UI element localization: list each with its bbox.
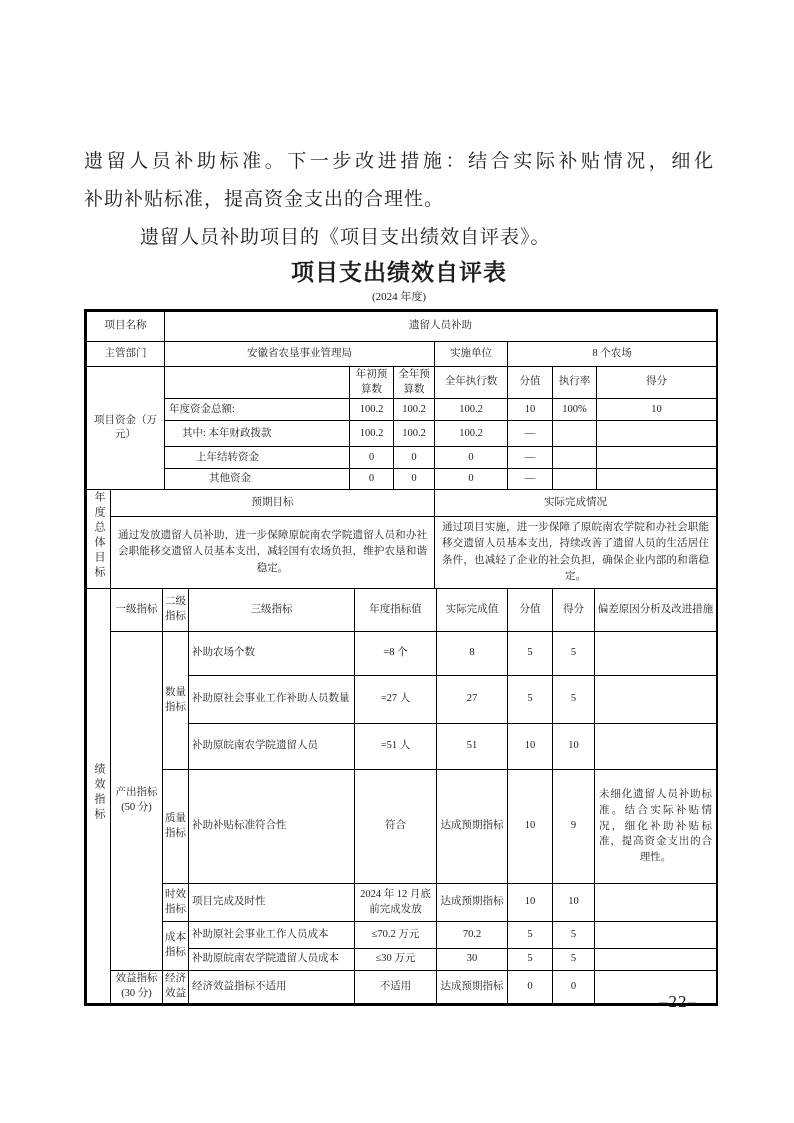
level1-benefit-label: 效益指标(30 分) [111,971,163,1004]
budget-fiscal-begin: 100.2 [350,421,394,447]
indicator-quality-deviation: 未细化遗留人员补助标准。结合实际补贴情况，细化补助补贴标准，提高资金支出的合理性。 [595,770,717,884]
body-paragraph-line-2: 补助补贴标准，提高资金支出的合理性。 [84,189,445,210]
budget-other-label: 其他资金 [165,469,350,490]
header-actual-value: 实际完成值 [437,589,508,632]
indicator-cost-college-name: 补助原皖南农学院遗留人员成本 [189,949,355,971]
budget-carryover-score [597,447,717,469]
header-deviation: 偏差原因分析及改进措施 [595,589,717,632]
indicator-cost-college-score: 5 [553,949,595,971]
table-year-subtitle: (2024 年度) [371,291,427,303]
budget-total-score: 10 [597,399,717,421]
level2-quality-label: 质量指标 [163,770,189,884]
indicator-cost-social-deviation [595,922,717,949]
budget-fiscal-rate [553,421,597,447]
indicator-college-staff-deviation [595,724,717,770]
indicator-quality-score: 9 [553,770,595,884]
header-level2: 二级指标 [163,589,189,632]
budget-row-total [87,399,717,421]
budget-other-rate [553,469,597,490]
implement-unit-label: 实施单位 [435,342,508,367]
project-name-value: 遗留人员补助 [165,312,717,342]
budget-other-points: — [508,469,553,490]
indicator-economic-points: 0 [508,971,553,1004]
indicator-timeliness-score: 10 [553,884,595,922]
indicator-timeliness-name: 项目完成及时性 [189,884,355,922]
budget-total-points: 10 [508,399,553,421]
indicator-quality-actual: 达成预期指标 [437,770,508,884]
actual-completion-header: 实际完成情况 [435,490,717,517]
indicator-economic-name: 经济效益指标不适用 [189,971,355,1004]
table-title: 项目支出绩效自评表 [291,259,507,285]
self-evaluation-table [84,309,718,1006]
project-name-label: 项目名称 [87,312,165,342]
project-funds-label: 项目资金（万元） [87,367,165,490]
indicator-farms-name: 补助农场个数 [189,632,355,676]
budget-carryover-exec: 0 [435,447,508,469]
budget-carryover-label: 上年结转资金 [165,447,350,469]
indicator-row-timeliness [87,884,717,922]
indicator-cost-college-target: ≤30 万元 [355,949,437,971]
level2-cost-label: 成本指标 [163,922,189,971]
indicator-economic-score: 0 [553,971,595,1004]
budget-other-begin: 0 [350,469,394,490]
budget-carryover-full: 0 [394,447,435,469]
indicator-cost-social-target: ≤70.2 万元 [355,922,437,949]
department-value: 安徽省农垦事业管理局 [165,342,435,367]
indicator-cost-college-points: 5 [508,949,553,971]
budget-total-full: 100.2 [394,399,435,421]
indicator-timeliness-deviation [595,884,717,922]
header-target-value: 年度指标值 [355,589,437,632]
budget-header-empty [165,367,350,399]
department-label: 主管部门 [87,342,165,367]
budget-fiscal-points: — [508,421,553,447]
performance-side-label [87,589,111,1004]
budget-header-score: 得分 [597,367,717,399]
indicator-row-farms [87,632,717,676]
level2-quantity-label: 数量指标 [163,632,189,770]
budget-fiscal-score [597,421,717,447]
indicator-economic-target: 不适用 [355,971,437,1004]
indicator-social-staff-actual: 27 [437,676,508,724]
budget-other-exec: 0 [435,469,508,490]
implement-unit-value: 8 个农场 [508,342,717,367]
indicator-cost-social-name: 补助原社会事业工作人员成本 [189,922,355,949]
indicator-social-staff-points: 5 [508,676,553,724]
budget-total-begin: 100.2 [350,399,394,421]
budget-fiscal-full: 100.2 [394,421,435,447]
budget-carryover-begin: 0 [350,447,394,469]
indicator-timeliness-target: 2024 年 12 月底前完成发放 [355,884,437,922]
level2-economic-label: 经济效益 [163,971,189,1004]
budget-fiscal-exec: 100.2 [435,421,508,447]
header-level3: 三级指标 [189,589,355,632]
indicator-timeliness-actual: 达成预期指标 [437,884,508,922]
budget-carryover-points: — [508,447,553,469]
body-paragraph-line-1: 遗留人员补助标准。下一步改进措施：结合实际补贴情况，细化 [84,151,714,172]
department-row [87,342,717,367]
budget-carryover-rate [553,447,597,469]
budget-other-full: 0 [394,469,435,490]
page-number: –22– [659,992,697,1011]
indicator-college-staff-name: 补助原皖南农学院遗留人员 [189,724,355,770]
indicator-cost-college-actual: 30 [437,949,508,971]
budget-other-score [597,469,717,490]
indicator-row-cost-social [87,922,717,949]
annual-goals-side-label-text: 年度总体目标 [93,491,105,582]
level1-output-label: 产出指标(50 分) [111,632,163,971]
indicator-college-staff-points: 10 [508,724,553,770]
indicator-cost-college-deviation [595,949,717,971]
budget-header-points: 分值 [508,367,553,399]
expected-goal-text: 通过发放遗留人员补助，进一步保障原皖南农学院遗留人员和办社会职能移交遗留人员基本支出，减轻国有农场负担，维护农垦和谐稳定。 [111,517,435,589]
indicator-farms-deviation [595,632,717,676]
indicator-cost-social-points: 5 [508,922,553,949]
annual-goals-side-label [87,490,111,589]
info-funds-section [86,311,717,490]
level2-timeliness-label: 时效指标 [163,884,189,922]
indicator-farms-score: 5 [553,632,595,676]
budget-total-label: 年度资金总额: [165,399,350,421]
performance-indicators-section [86,588,717,1004]
indicator-social-staff-score: 5 [553,676,595,724]
indicator-cost-social-score: 5 [553,922,595,949]
budget-header-exec-rate: 执行率 [553,367,597,399]
indicator-college-staff-target: =51 人 [355,724,437,770]
performance-side-label-text: 绩效指标 [93,763,105,824]
indicator-college-staff-actual: 51 [437,724,508,770]
budget-header-row [87,367,717,399]
indicator-quality-points: 10 [508,770,553,884]
goals-content-row [87,517,717,589]
indicator-row-economic [87,971,717,1004]
budget-fiscal-label: 其中: 本年财政拨款 [165,421,350,447]
indicator-economic-actual: 达成预期指标 [437,971,508,1004]
indicator-social-staff-target: =27 人 [355,676,437,724]
indicator-quality-name: 补助补贴标准符合性 [189,770,355,884]
budget-row-fiscal [87,421,717,447]
budget-total-rate: 100% [553,399,597,421]
indicator-row-quality [87,770,717,884]
header-points: 分值 [508,589,553,632]
budget-row-carryover [87,447,717,469]
budget-header-fullyear: 全年预算数 [394,367,435,399]
indicator-economic-deviation [595,971,717,1004]
budget-total-exec: 100.2 [435,399,508,421]
actual-completion-text: 通过项目实施，进一步保障了原皖南农学院和办社会职能移交遗留人员基本支出，持续改善了遗留人员的生活居住条件，也减轻了企业的社会负担，确保企业内部的和谐稳定。 [435,517,717,589]
indicator-farms-target: =8 个 [355,632,437,676]
budget-header-begin: 年初预算数 [350,367,394,399]
indicator-farms-points: 5 [508,632,553,676]
indicators-header-row [87,589,717,632]
annual-goals-section [86,489,717,589]
indicator-social-staff-deviation [595,676,717,724]
expected-goal-header: 预期目标 [111,490,435,517]
project-name-row [87,312,717,342]
header-score: 得分 [553,589,595,632]
indicator-cost-social-actual: 70.2 [437,922,508,949]
budget-header-executed: 全年执行数 [435,367,508,399]
indicator-college-staff-score: 10 [553,724,595,770]
header-level1: 一级指标 [111,589,163,632]
indicator-farms-actual: 8 [437,632,508,676]
indicator-social-staff-name: 补助原社会事业工作补助人员数量 [189,676,355,724]
body-paragraph-line-3: 遗留人员补助项目的《项目支出绩效自评表》。 [140,227,551,248]
indicator-quality-target: 符合 [355,770,437,884]
indicator-timeliness-points: 10 [508,884,553,922]
goals-header-row [87,490,717,517]
budget-row-other [87,469,717,490]
document-body [84,143,714,1006]
